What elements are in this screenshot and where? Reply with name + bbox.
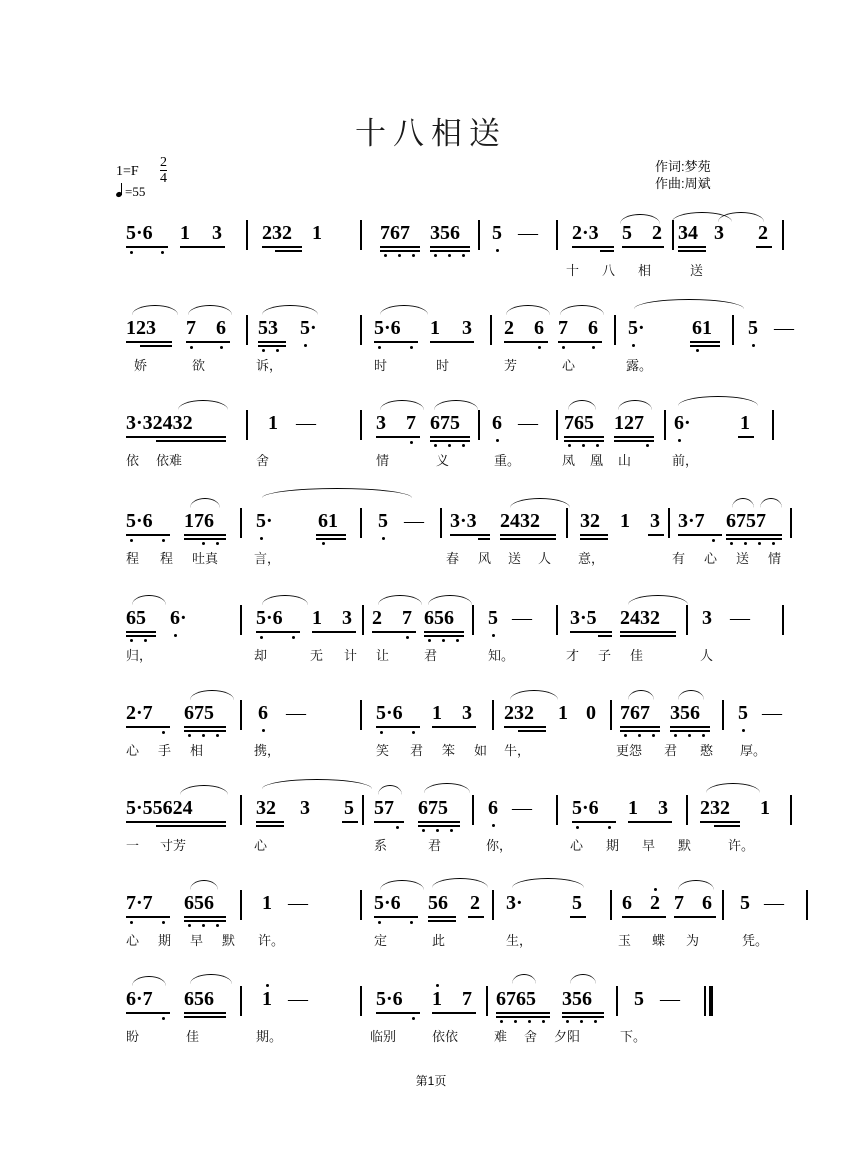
note: 123 [126, 317, 156, 339]
note: 675 [184, 702, 214, 724]
note: 1 [180, 222, 190, 244]
lyric: 携， [254, 743, 281, 758]
note: 1 [628, 797, 638, 819]
note: 3 [462, 317, 472, 339]
lyric: 重。 [494, 453, 521, 468]
lyric: 夕阳 [554, 1029, 581, 1044]
lyric: 有 [672, 551, 686, 566]
note: 1 [432, 988, 442, 1010]
note: 5·6 [374, 892, 401, 914]
note: 2 [652, 222, 662, 244]
lyric: 相 [638, 263, 652, 278]
note: 6 [622, 892, 632, 914]
note-dash: — [512, 607, 532, 629]
score-line-4 [0, 500, 862, 572]
note: 2 [650, 892, 660, 914]
lyric: 义 [436, 453, 450, 468]
note: 2432 [620, 607, 660, 629]
note: 7 [558, 317, 568, 339]
lyric: 让 [376, 648, 390, 663]
lyric: 舍 [524, 1029, 538, 1044]
key-signature: 1=F [116, 164, 139, 179]
lyric: 子 [598, 648, 612, 663]
note: 2 [758, 222, 768, 244]
note: 7 [186, 317, 196, 339]
note: 1 [262, 892, 272, 914]
lyric: 更怨 [616, 743, 643, 758]
time-signature [160, 156, 167, 186]
lyric: 依依 [432, 1029, 459, 1044]
lyric: 寸芳 [160, 838, 187, 853]
note: 1 [760, 797, 770, 819]
lyric: 人 [700, 648, 714, 663]
note: 356 [562, 988, 592, 1010]
lyric: 计 [344, 648, 358, 663]
note: 5·55624 [126, 797, 193, 819]
lyric: 送 [690, 263, 704, 278]
lyric: 才 [566, 648, 580, 663]
lyric: 佳 [630, 648, 644, 663]
lyric: 凤 [562, 453, 576, 468]
note: 1 [620, 510, 630, 532]
note: 5 [738, 702, 748, 724]
lyric: 娇 [134, 358, 148, 373]
score-line-8 [0, 882, 862, 954]
note: 34 [678, 222, 698, 244]
notes-row [0, 212, 862, 258]
lyrics-row [0, 546, 862, 572]
lyric: 送 [508, 551, 522, 566]
note: 656 [184, 988, 214, 1010]
time-signature-denominator: 4 [160, 171, 167, 186]
lyrics-row [0, 738, 862, 764]
note: 57 [374, 797, 394, 819]
lyric: 系 [374, 838, 388, 853]
note: 3 [376, 412, 386, 434]
note: 2 [504, 317, 514, 339]
note: 5·6 [126, 222, 153, 244]
note-dash: — [774, 317, 794, 339]
note: 6 [702, 892, 712, 914]
note: 3·32432 [126, 412, 193, 434]
lyric: 相 [190, 743, 204, 758]
note: 5·6 [376, 988, 403, 1010]
note: 7·7 [126, 892, 153, 914]
note: 767 [380, 222, 410, 244]
lyric: 依难 [156, 453, 183, 468]
note: 6· [674, 412, 691, 434]
lyric: 临别 [370, 1029, 397, 1044]
note: 232 [700, 797, 730, 819]
note: 32 [256, 797, 276, 819]
score-line-1 [0, 212, 862, 284]
notes-row [0, 307, 862, 353]
note: 6765 [496, 988, 536, 1010]
note: 176 [184, 510, 214, 532]
note: 3 [650, 510, 660, 532]
note: 675 [430, 412, 460, 434]
note: 2 [372, 607, 382, 629]
lyric: 定 [374, 933, 388, 948]
lyric: 心 [126, 743, 140, 758]
lyric: 八 [602, 263, 616, 278]
lyric: 笑 [376, 743, 390, 758]
lyrics-row [0, 258, 862, 284]
lyric: 诉， [256, 358, 283, 373]
note: 5· [256, 510, 273, 532]
note: 6· [170, 607, 187, 629]
note: 5·6 [256, 607, 283, 629]
lyric: 期 [158, 933, 172, 948]
notes-row [0, 692, 862, 738]
note: 5 [572, 892, 582, 914]
note: 0 [586, 702, 596, 724]
note: 3·3 [450, 510, 477, 532]
note: 3 [462, 702, 472, 724]
note: 1 [430, 317, 440, 339]
lyric: 无 [310, 648, 324, 663]
note: 656 [184, 892, 214, 914]
composer-label: 作曲:周斌 [655, 176, 711, 191]
note: 5 [634, 988, 644, 1010]
note: 7 [462, 988, 472, 1010]
note: 3 [714, 222, 724, 244]
lyric: 风 [478, 551, 492, 566]
note: 3 [300, 797, 310, 819]
lyric: 凰 [590, 453, 604, 468]
notes-row [0, 402, 862, 448]
note: 56 [428, 892, 448, 914]
note: 3· [506, 892, 523, 914]
lyric: 十 [566, 263, 580, 278]
page-number: 第1页 [415, 1074, 447, 1088]
lyric: 心 [704, 551, 718, 566]
note: 6757 [726, 510, 766, 532]
lyric: 春 [446, 551, 460, 566]
note: 5·6 [374, 317, 401, 339]
tempo-marking [116, 184, 145, 200]
time-signature-numerator: 2 [160, 155, 167, 170]
note: 65 [126, 607, 146, 629]
note: 5·6 [376, 702, 403, 724]
note: 5 [488, 607, 498, 629]
score-line-6 [0, 692, 862, 764]
score-line-9 [0, 978, 862, 1050]
lyric: 欲 [192, 358, 206, 373]
note-dash: — [288, 892, 308, 914]
note: 7 [674, 892, 684, 914]
note: 6 [588, 317, 598, 339]
lyric: 玉 [618, 933, 632, 948]
note-dash: — [512, 797, 532, 819]
lyric: 吐真 [192, 551, 219, 566]
lyric: 期 [606, 838, 620, 853]
note: 1 [432, 702, 442, 724]
lyric: 君 [664, 743, 678, 758]
note: 356 [670, 702, 700, 724]
lyric: 却 [254, 648, 268, 663]
note: 32 [580, 510, 600, 532]
lyric: 手 [158, 743, 172, 758]
lyric: 君 [428, 838, 442, 853]
note: 1 [558, 702, 568, 724]
lyric: 佳 [186, 1029, 200, 1044]
note: 5 [622, 222, 632, 244]
notes-row [0, 787, 862, 833]
lyric: 默 [678, 838, 692, 853]
lyric: 一 [126, 838, 140, 853]
note: 5 [748, 317, 758, 339]
note: 7 [406, 412, 416, 434]
score-line-7 [0, 787, 862, 859]
note: 1 [312, 607, 322, 629]
note-dash: — [730, 607, 750, 629]
lyric: 默 [222, 933, 236, 948]
lyric: 芳 [504, 358, 518, 373]
lyric: 许。 [728, 838, 755, 853]
note: 2 [470, 892, 480, 914]
note-dash: — [296, 412, 316, 434]
lyric: 你， [486, 838, 513, 853]
lyric: 归， [126, 648, 153, 663]
lyrics-row [0, 1024, 862, 1050]
note-dash: — [518, 222, 538, 244]
note: 127 [614, 412, 644, 434]
lyric: 厚。 [740, 743, 767, 758]
lyric: 盼 [126, 1029, 140, 1044]
lyric: 依 [126, 453, 140, 468]
note: 6·7 [126, 988, 153, 1010]
note: 5 [740, 892, 750, 914]
lyric: 心 [562, 358, 576, 373]
note: 6 [216, 317, 226, 339]
note-dash: — [764, 892, 784, 914]
note: 7 [402, 607, 412, 629]
lyric: 时 [374, 358, 388, 373]
lyric: 心 [126, 933, 140, 948]
note: 6 [534, 317, 544, 339]
lyrics-row [0, 928, 862, 954]
page-title: 十八相送 [355, 116, 507, 151]
note: 5· [628, 317, 645, 339]
lyric: 时 [436, 358, 450, 373]
lyric: 情 [768, 551, 782, 566]
lyric: 君 [410, 743, 424, 758]
note: 2·7 [126, 702, 153, 724]
lyrics-row [0, 833, 862, 859]
lyric: 凭。 [742, 933, 769, 948]
notes-row [0, 978, 862, 1024]
lyric: 程 [160, 551, 174, 566]
note: 2432 [500, 510, 540, 532]
note-dash: — [404, 510, 424, 532]
lyric: 舍 [256, 453, 270, 468]
lyric: 君 [424, 648, 438, 663]
lyric: 心 [254, 838, 268, 853]
lyric: 言， [254, 551, 281, 566]
lyric: 此 [432, 933, 446, 948]
note: 6 [258, 702, 268, 724]
quarter-note-icon [116, 185, 125, 198]
lyric: 生， [506, 933, 533, 948]
lyric: 下。 [620, 1029, 647, 1044]
lyricist-label: 作词:梦苑 [655, 159, 711, 174]
lyric: 心 [570, 838, 584, 853]
note: 61 [692, 317, 712, 339]
note: 5·6 [126, 510, 153, 532]
note: 6 [488, 797, 498, 819]
notes-row [0, 500, 862, 546]
lyric: 程 [126, 551, 140, 566]
note: 767 [620, 702, 650, 724]
lyric: 如 [474, 743, 488, 758]
note: 5 [344, 797, 354, 819]
lyric: 憨 [700, 743, 714, 758]
note: 675 [418, 797, 448, 819]
note: 232 [504, 702, 534, 724]
score-line-5 [0, 597, 862, 669]
note: 6 [492, 412, 502, 434]
notes-row [0, 597, 862, 643]
lyric: 露。 [626, 358, 653, 373]
note: 3·7 [678, 510, 705, 532]
note: 1 [268, 412, 278, 434]
lyric: 知。 [488, 648, 515, 663]
note: 61 [318, 510, 338, 532]
note: 1 [262, 988, 272, 1010]
note: 3 [658, 797, 668, 819]
note: 2·3 [572, 222, 599, 244]
note: 5 [492, 222, 502, 244]
note: 3 [702, 607, 712, 629]
note-dash: — [518, 412, 538, 434]
lyric: 山 [618, 453, 632, 468]
lyric: 难 [494, 1029, 508, 1044]
note-dash: — [286, 702, 306, 724]
note: 1 [312, 222, 322, 244]
lyrics-row [0, 448, 862, 474]
note-dash: — [288, 988, 308, 1010]
note: 3 [212, 222, 222, 244]
lyric: 蝶 [652, 933, 666, 948]
note: 5· [300, 317, 317, 339]
note: 5 [378, 510, 388, 532]
lyric: 人 [538, 551, 552, 566]
note: 5·6 [572, 797, 599, 819]
lyric: 情 [376, 453, 390, 468]
lyric: 为 [686, 933, 700, 948]
note: 53 [258, 317, 278, 339]
tempo-value: =55 [125, 184, 146, 199]
lyric: 早 [642, 838, 656, 853]
note-dash: — [762, 702, 782, 724]
score-line-3 [0, 402, 862, 474]
note: 656 [424, 607, 454, 629]
lyric: 牛， [504, 743, 531, 758]
lyric: 笨 [442, 743, 456, 758]
note: 232 [262, 222, 292, 244]
lyric: 意， [578, 551, 605, 566]
lyric: 期。 [256, 1029, 283, 1044]
lyrics-row [0, 643, 862, 669]
score-line-2 [0, 307, 862, 379]
notes-row [0, 882, 862, 928]
lyric: 前， [672, 453, 699, 468]
note: 3·5 [570, 607, 597, 629]
note: 3 [342, 607, 352, 629]
lyric: 早 [190, 933, 204, 948]
lyric: 送 [736, 551, 750, 566]
note: 1 [740, 412, 750, 434]
note-dash: — [660, 988, 680, 1010]
credits [655, 158, 711, 192]
lyric: 许。 [258, 933, 285, 948]
lyrics-row [0, 353, 862, 379]
note: 765 [564, 412, 594, 434]
note: 356 [430, 222, 460, 244]
